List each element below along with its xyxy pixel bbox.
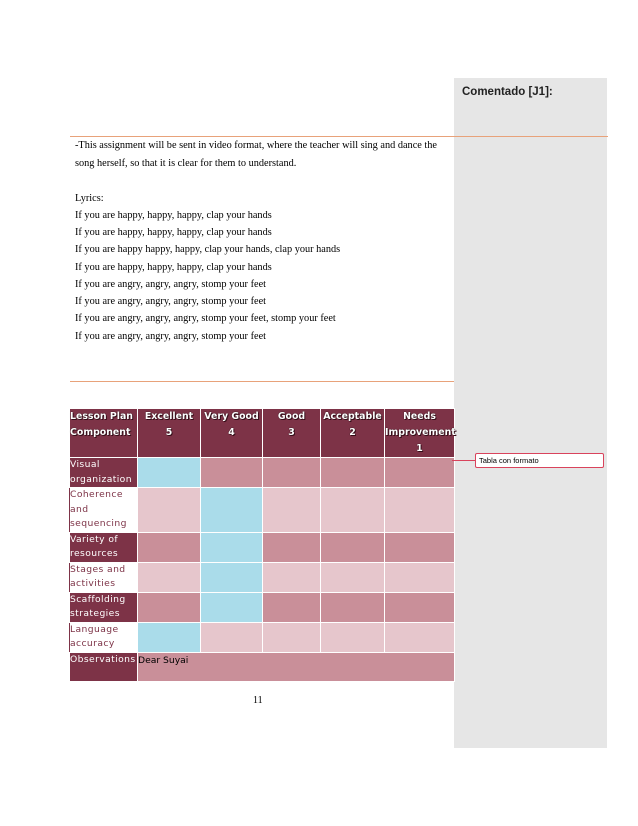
header-excellent [138, 409, 201, 458]
rating-cell[interactable] [321, 488, 385, 533]
format-comment-balloon[interactable]: Tabla con formato [475, 453, 604, 468]
comment-anchor-rule-top [70, 136, 608, 137]
lyrics-line-5: If you are angry, angry, angry, stomp your feet [75, 279, 266, 290]
row-label-stages-and-activities: Stages and activities [70, 562, 138, 592]
rating-cell[interactable] [385, 488, 455, 533]
rating-cell[interactable] [201, 458, 263, 488]
header-line: Needs [403, 411, 436, 422]
row-label-language-accuracy: Language accuracy [70, 622, 138, 652]
rating-cell[interactable] [263, 592, 321, 622]
rating-cell[interactable] [201, 532, 263, 562]
page-number: 11 [253, 695, 263, 706]
paragraph-line-2: song herself, so that it is clear for them to understand. [75, 158, 297, 169]
row-label-coherence-and-sequencing: Coherence and sequencing [70, 488, 138, 533]
table-row [70, 488, 455, 533]
rating-cell[interactable] [385, 532, 455, 562]
row-label-observations: Observations [70, 652, 138, 681]
header-good [263, 409, 321, 458]
row-label-visual-organization: Visual organization [70, 458, 138, 488]
rating-cell[interactable] [201, 592, 263, 622]
lyrics-line-4: If you are happy, happy, happy, clap your hands [75, 262, 272, 273]
rating-cell[interactable] [201, 562, 263, 592]
lyrics-line-2: If you are happy, happy, happy, clap your hands [75, 227, 272, 238]
rating-cell[interactable] [321, 592, 385, 622]
header-line: Improvement [385, 427, 456, 438]
header-very-good [201, 409, 263, 458]
header-line: Component [70, 427, 131, 438]
row-label-scaffolding-strategies: Scaffolding strategies [70, 592, 138, 622]
rating-cell[interactable] [321, 562, 385, 592]
rating-cell[interactable] [263, 622, 321, 652]
header-line: Good [277, 411, 306, 422]
header-component [70, 409, 138, 458]
table-row [70, 652, 455, 681]
rating-cell[interactable] [201, 622, 263, 652]
header-line: Excellent [144, 411, 194, 422]
observations-field[interactable]: Dear Suyai [138, 652, 455, 681]
lyrics-line-3: If you are happy happy, happy, clap your hands, clap your hands [75, 244, 341, 255]
comment-title[interactable]: Comentado [J1]: [462, 86, 553, 98]
comment-connector-line [452, 460, 475, 461]
rating-cell[interactable] [263, 562, 321, 592]
rating-cell[interactable] [263, 532, 321, 562]
header-line: 1 [416, 443, 423, 454]
table-row [70, 622, 455, 652]
rating-cell[interactable] [321, 622, 385, 652]
rating-cell[interactable] [138, 488, 201, 533]
header-line: 4 [228, 427, 235, 438]
rating-cell[interactable] [321, 458, 385, 488]
comment-anchor-rule-table [70, 381, 454, 382]
header-line: 2 [349, 427, 356, 438]
rating-cell[interactable] [138, 622, 201, 652]
paragraph-line-1: -This assignment will be sent in video format, where the teacher will sing and dance the [75, 140, 437, 151]
lyrics-line-8: If you are angry, angry, angry, stomp your feet [75, 331, 266, 342]
rating-cell[interactable] [385, 562, 455, 592]
rubric-table [69, 408, 455, 682]
table-row [70, 562, 455, 592]
rating-cell[interactable] [138, 458, 201, 488]
rating-cell[interactable] [138, 562, 201, 592]
rating-cell[interactable] [385, 458, 455, 488]
rating-cell[interactable] [321, 532, 385, 562]
lyrics-line-1: If you are happy, happy, happy, clap your hands [75, 210, 272, 221]
rating-cell[interactable] [138, 592, 201, 622]
header-line: 3 [288, 427, 295, 438]
lyrics-line-7: If you are angry, angry, angry, stomp your feet, stomp your feet [75, 313, 336, 324]
rating-cell[interactable] [138, 532, 201, 562]
header-acceptable [321, 409, 385, 458]
row-label-variety-of-resources: Variety of resources [70, 532, 138, 562]
table-row [70, 458, 455, 488]
rating-cell[interactable] [201, 488, 263, 533]
rating-cell[interactable] [263, 488, 321, 533]
header-needs-improvement [385, 409, 455, 458]
rubric-header-row [70, 409, 455, 458]
header-line: Lesson Plan [70, 411, 133, 422]
rating-cell[interactable] [385, 592, 455, 622]
header-line: Very Good [204, 411, 259, 422]
header-line: Acceptable [323, 411, 382, 422]
header-line: 5 [165, 427, 173, 438]
comment-margin-pane [454, 78, 607, 748]
lyrics-heading: Lyrics: [75, 193, 104, 204]
rating-cell[interactable] [385, 622, 455, 652]
rating-cell[interactable] [263, 458, 321, 488]
table-row [70, 592, 455, 622]
table-row [70, 532, 455, 562]
lyrics-line-6: If you are angry, angry, angry, stomp your feet [75, 296, 266, 307]
